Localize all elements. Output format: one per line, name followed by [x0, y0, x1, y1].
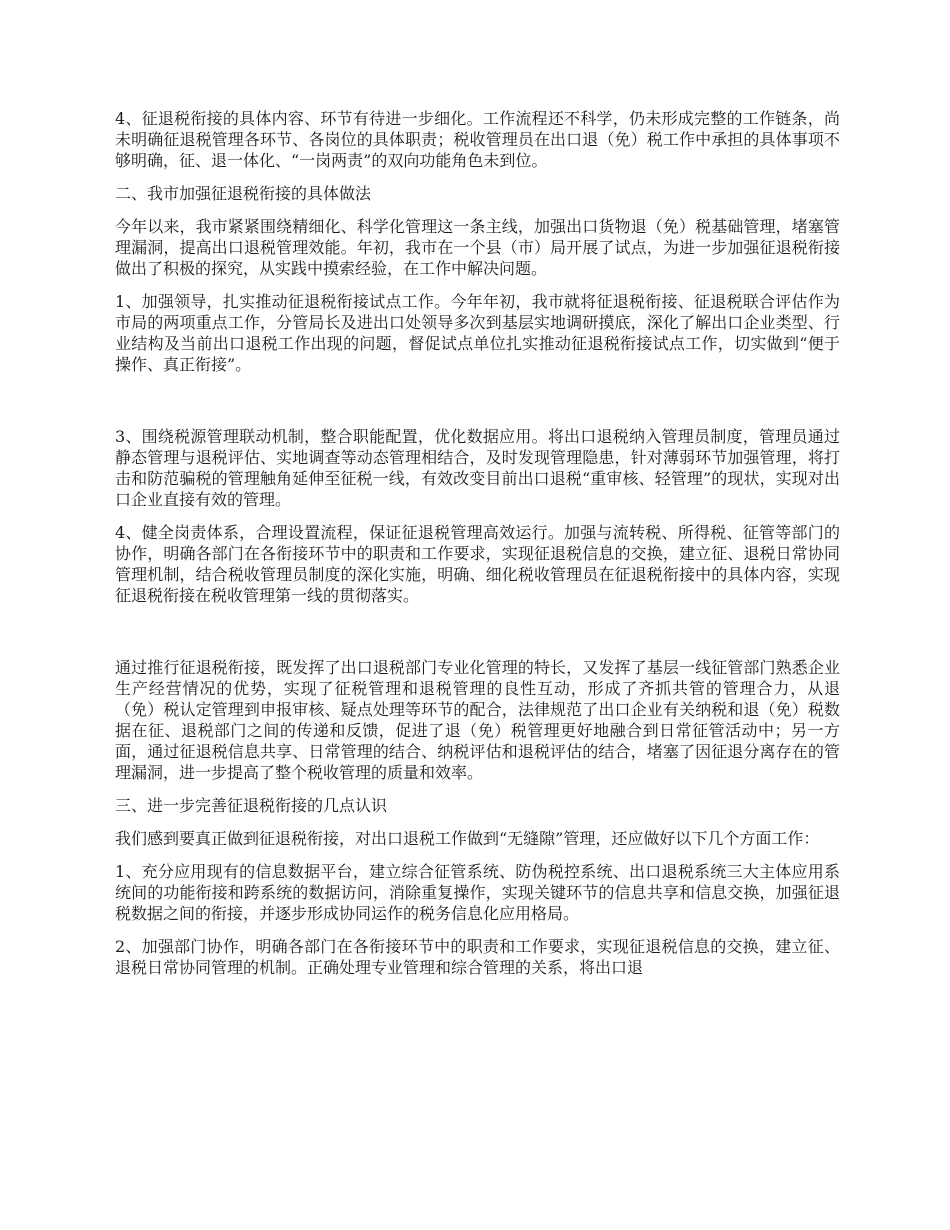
section-heading-3: 三、进一步完善征退税衔接的几点认识	[115, 796, 388, 815]
blank-gap	[115, 387, 840, 426]
section-heading-2: 二、我市加强征退税衔接的具体做法	[115, 184, 372, 203]
paragraph-1-leadership: 1、加强领导，扎实推动征退税衔接试点工作。今年年初，我市就将征退税衔接、征退税联合评估作为市局的两项重点工作，分管局长及进出口处领导多次到基层实地调研摸底，深化了解出口企业类型、行业结构及当前出口退税工作出现的问题，督促试点单位扎实推动征退税衔接试点工作，切实做到“便于操作、真正衔接”。	[115, 292, 840, 374]
paragraph-4-refinement: 4、征退税衔接的具体内容、环节有待进一步细化。工作流程还不科学，仍未形成完整的工作链条，尚未明确征退税管理各环节、各岗位的具体职责；税收管理员在出口退（免）税工作中承担的具体事项不够明确，征、退一体化、“一岗两责”的双向功能角色未到位。	[115, 109, 840, 170]
paragraph-4-responsibility: 4、健全岗责体系，合理设置流程，保证征退税管理高效运行。加强与流转税、所得税、征管等部门的协作，明确各部门在各衔接环节中的职责和工作要求，实现征退税信息的交换，建立征、退税日常协同管理机制，结合税收管理员制度的深化实施，明确、细化税收管理员在征退税衔接中的具体内容，实现征退税衔接在税收管理第一线的贯彻落实。	[115, 523, 840, 605]
paragraph-recommendation-2: 2、加强部门协作，明确各部门在各衔接环节中的职责和工作要求，实现征退税信息的交换，建立征、退税日常协同管理的机制。正确处理专业管理和综合管理的关系，将出口退	[115, 937, 840, 977]
blank-gap	[115, 618, 840, 657]
paragraph-recommendation-1: 1、充分应用现有的信息数据平台，建立综合征管系统、防伪税控系统、出口退税系统三大主体应用系统间的功能衔接和跨系统的数据访问，消除重复操作，实现关键环节的信息共享和信息交换，加强征退税数据之间的衔接，并逐步形成协同运作的税务信息化应用格局。	[115, 862, 840, 923]
document-body	[115, 108, 840, 990]
paragraph-intro-practice: 今年以来，我市紧紧围绕精细化、科学化管理这一条主线，加强出口货物退（免）税基础管理，堵塞管理漏洞，提高出口退税管理效能。年初，我市在一个县（市）局开展了试点，为进一步加强征退税衔接做出了积极的探究，从实践中摸索经验，在工作中解决问题。	[115, 217, 840, 278]
paragraph-intro-recommendations: 我们感到要真正做到征退税衔接，对出口退税工作做到“无缝隙”管理，还应做好以下几个方面工作：	[115, 829, 820, 848]
paragraph-summary-effect: 通过推行征退税衔接，既发挥了出口退税部门专业化管理的特长，又发挥了基层一线征管部门熟悉企业生产经营情况的优势，实现了征税管理和退税管理的良性互动，形成了齐抓共管的管理合力，从退（免）税认定管理到申报审核、疑点处理等环节的配合，法律规范了出口企业有关纳税和退（免）税数据在征、退税部门之间的传递和反馈，促进了退（免）税管理更好地融合到日常征管活动中；另一方面，通过征退税信息共享、日常管理的结合、纳税评估和退税评估的结合，堵塞了因征退分离存在的管理漏洞，进一步提高了整个税收管理的质量和效率。	[115, 658, 840, 782]
paragraph-3-tax-source: 3、围绕税源管理联动机制，整合职能配置，优化数据应用。将出口退税纳入管理员制度，管理员通过静态管理与退税评估、实地调查等动态管理相结合，及时发现管理隐患，针对薄弱环节加强管理，将打击和防范骗税的管理触角延伸至征税一线，有效改变目前出口退税“重审核、轻管理”的现状，实现对出口企业直接有效的管理。	[115, 427, 840, 509]
